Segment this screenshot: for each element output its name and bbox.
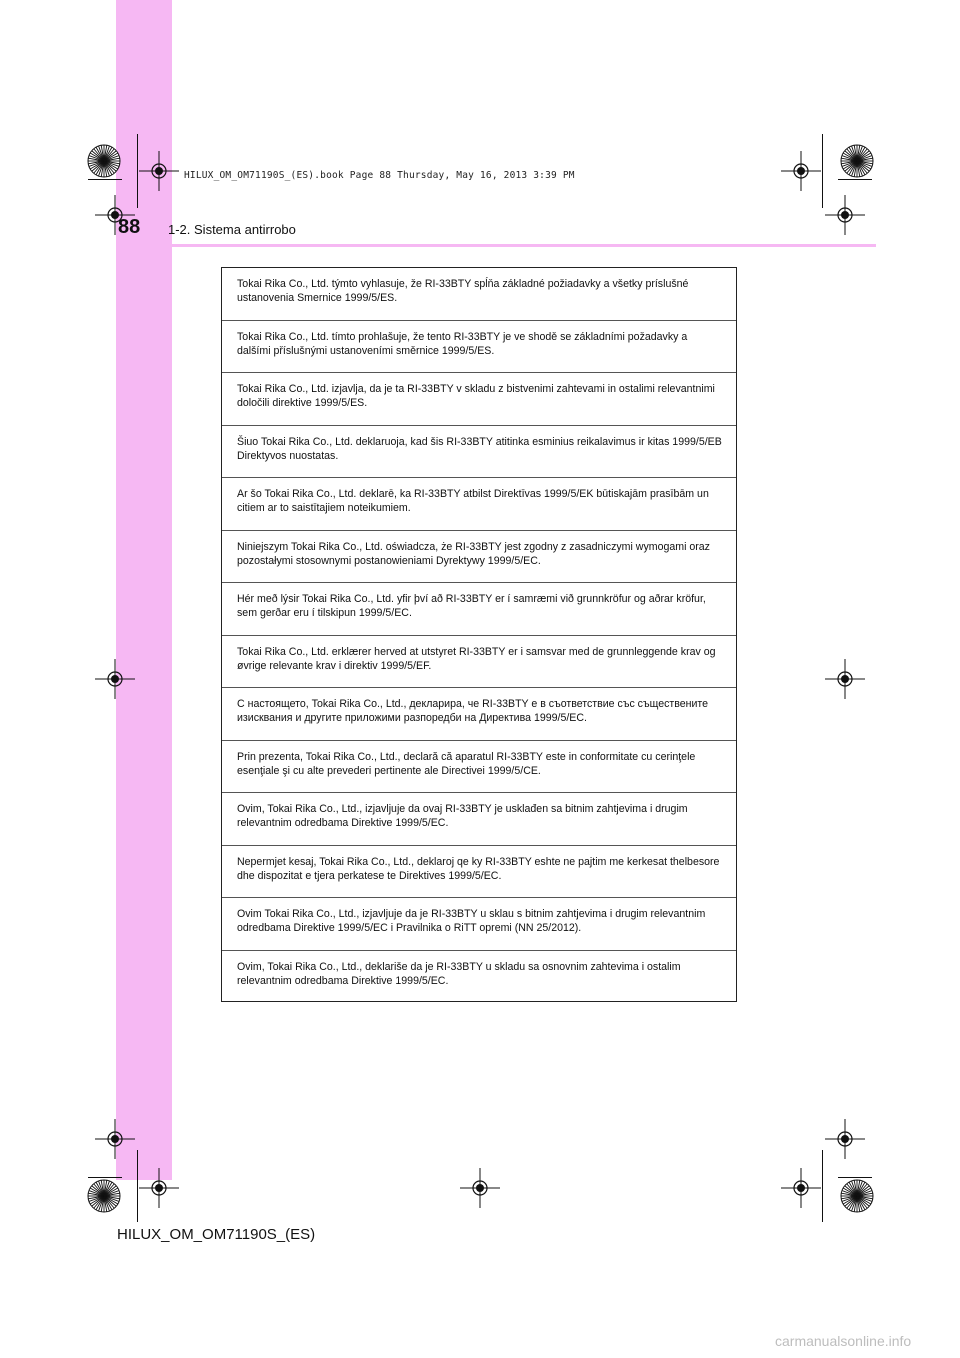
crop-line — [88, 179, 122, 180]
declaration-block — [222, 636, 736, 689]
crosshair-mark — [781, 1168, 821, 1208]
declaration-block — [222, 688, 736, 741]
crosshair-mark — [95, 659, 135, 699]
declaration-text: Ovim, Tokai Rika Co., Ltd., deklariše da je RI-33BTY u skladu sa osnovnim zahtevima i ostalim relevantnim odredbama Direktive 1999/5/EC. — [237, 960, 681, 987]
declaration-block — [222, 478, 736, 531]
crosshair-mark — [139, 151, 179, 191]
watermark: carmanualsonline.info — [775, 1333, 912, 1349]
section-title: 1-2. Sistema antirrobo — [168, 222, 296, 237]
declarations-box — [221, 267, 737, 1002]
declaration-text: Ar šo Tokai Rika Co., Ltd. deklarē, ka RI-33BTY atbilst Direktīvas 1999/5/EK būtiskajām prasībām un citiem ar to saistītajiem noteikumiem. — [237, 488, 709, 514]
declaration-block — [222, 268, 736, 321]
declaration-block — [222, 846, 736, 899]
crop-line — [822, 134, 823, 208]
sunburst-mark-bl — [86, 1178, 122, 1214]
header-rule — [116, 244, 876, 247]
crosshair-mark — [139, 1168, 179, 1208]
declaration-text: Tokai Rika Co., Ltd. tímto prohlašuje, že tento RI-33BTY je ve shodě se základními požadavky a dalšími příslušnými ustanoveními směrnice 1999/5/ES. — [237, 330, 688, 357]
declaration-block — [222, 321, 736, 374]
document-code: HILUX_OM_OM71190S_(ES) — [117, 1226, 316, 1243]
sunburst-mark-tl — [86, 143, 122, 179]
sunburst-mark-tr — [839, 143, 875, 179]
declaration-block — [222, 898, 736, 951]
crop-line — [137, 134, 138, 208]
declaration-block — [222, 373, 736, 426]
page-number: 88 — [118, 216, 141, 238]
declaration-text: Niniejszym Tokai Rika Co., Ltd. oświadcza, że RI-33BTY jest zgodny z zasadniczymi wymogami oraz pozostałymi stosownymi postanowieniami Dyrektywy 1999/5/EC. — [237, 540, 710, 567]
declaration-text: Tokai Rika Co., Ltd. týmto vyhlasuje, že RI-33BTY spĺňa základné požiadavky a všetky príslušné ustanovenia Smernice 1999/5/ES. — [237, 278, 689, 304]
crosshair-mark — [460, 1168, 500, 1208]
crosshair-mark — [825, 195, 865, 235]
declaration-block — [222, 741, 736, 794]
declaration-text: Hér með lýsir Tokai Rika Co., Ltd. yfir því að RI-33BTY er í samræmi við grunnkröfur og aðrar kröfur, sem gerðar eru í tilskipun 1999/5/EC. — [237, 593, 706, 619]
declaration-text: Šiuo Tokai Rika Co., Ltd. deklaruoja, kad šis RI-33BTY atitinka esminius reikalavimus ir kitas 1999/5/EB Direktyvos nuostatas. — [237, 435, 722, 462]
declaration-text: Tokai Rika Co., Ltd. erklærer herved at utstyret RI-33BTY er i samsvar med de grunnleggende krav og øvrige relevante krav i direktiv 1999/5/EF. — [237, 645, 716, 672]
declaration-block — [222, 531, 736, 584]
crosshair-mark — [825, 659, 865, 699]
declaration-text: Ovim Tokai Rika Co., Ltd., izjavljuje da je RI-33BTY u sklau s bitnim zahtjevima i drugim relevantnim odredbama Direktive 1999/5/EC i Pravilnika o RiTT opremi (NN 25/2012). — [237, 908, 706, 934]
print-stamp: HILUX_OM_OM71190S_(ES).book Page 88 Thursday, May 16, 2013 3:39 PM — [184, 170, 575, 181]
declaration-block — [222, 951, 736, 1004]
declaration-block — [222, 426, 736, 479]
crop-line — [137, 1150, 138, 1222]
declaration-text: Prin prezenta, Tokai Rika Co., Ltd., declară că aparatul RI-33BTY este in conformitate cu cerinţele esenţiale şi cu alte prevederi pertinente ale Directivei 1999/5/CE. — [237, 750, 696, 777]
crop-line — [838, 179, 872, 180]
declaration-text: Ovim, Tokai Rika Co., Ltd., izjavljuje da ovaj RI-33BTY je usklađen sa bitnim zahtjevima i drugim relevantnim odredbama Direktive 1999/5/EC. — [237, 803, 688, 829]
declaration-text: Tokai Rika Co., Ltd. izjavlja, da je ta RI-33BTY v skladu z bistvenimi zahtevami in ostalimi relevantnimi določili direktive 1999/5/ES. — [237, 383, 715, 409]
sunburst-mark-br — [839, 1178, 875, 1214]
declaration-text: С настоящето, Tokai Rika Co., Ltd., декларира, че RI-33BTY е в съответствие със съществените изисквания и другите приложими разпоредби на Директива 1999/5/EC. — [237, 698, 709, 724]
crosshair-mark — [781, 151, 821, 191]
declaration-block — [222, 583, 736, 636]
crosshair-mark — [95, 1119, 135, 1159]
crosshair-mark — [825, 1119, 865, 1159]
declaration-block — [222, 793, 736, 846]
crop-line — [822, 1150, 823, 1222]
declaration-text: Nepermjet kesaj, Tokai Rika Co., Ltd., deklaroj qe ky RI-33BTY eshte ne pajtim me kerkesat thelbesore dhe dispozitat e tjera perkatese te Direktives 1999/5/EC. — [237, 855, 720, 882]
